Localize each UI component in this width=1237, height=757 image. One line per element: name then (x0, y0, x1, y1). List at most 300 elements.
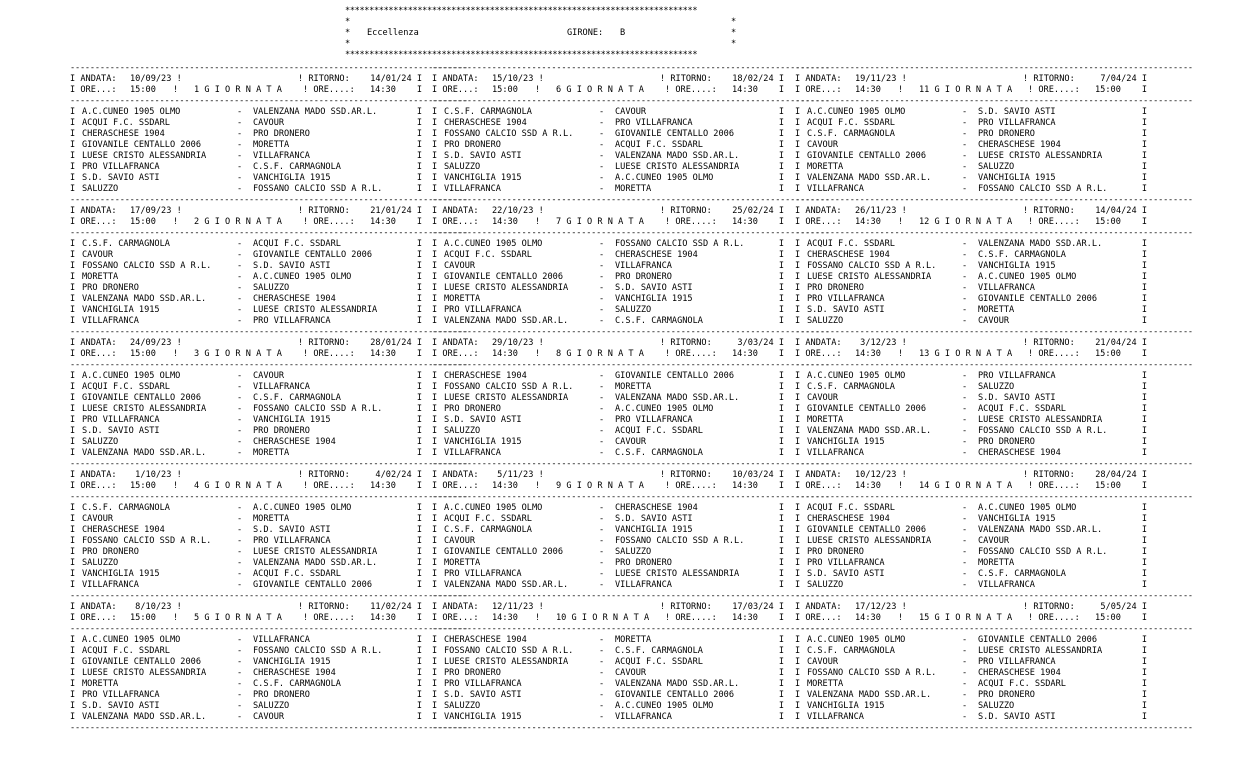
schedule-column (795, 63, 1193, 734)
bar-left: I (795, 393, 801, 403)
separator-rule: -------------------------------------------------------------------------------- (70, 492, 468, 502)
home-team: GIOVANILE CENTALLO 2006 (82, 657, 201, 667)
bar-right: I (778, 657, 784, 667)
match-dash: - (962, 514, 968, 524)
away-team: GIOVANILE CENTALLO 2006 (253, 580, 372, 590)
ore-ritorno-label: ! ORE....: (303, 613, 355, 623)
home-team: S.D. SAVIO ASTI (807, 305, 885, 315)
bar-right: I (778, 679, 784, 689)
away-team: LUESE CRISTO ALESSANDRIA (615, 162, 740, 172)
ore-andata: 15:00 (130, 613, 156, 623)
ore-giornata-row (795, 481, 1147, 492)
home-team: PRO VILLAFRANCA (807, 294, 885, 304)
match-row (432, 129, 784, 140)
home-team: PRO DRONERO (82, 547, 139, 557)
bar-right: I (778, 690, 784, 700)
match-row (795, 404, 1147, 415)
ritorno-date: 4/02/24 I (370, 470, 422, 480)
separator-rule: -------------------------------------------------------------------------------- (70, 327, 468, 337)
home-team: ACQUI F.C. SSDARL (807, 503, 895, 513)
match-row (70, 668, 422, 679)
header-edge-right: * (731, 39, 737, 49)
ore-giornata-row (795, 349, 1147, 360)
separator-rule: -------------------------------------------------------------------------------- (70, 360, 468, 370)
match-dash: - (237, 668, 243, 678)
bar-left: I (70, 184, 76, 194)
bar-right: I (778, 239, 784, 249)
match-dash: - (962, 371, 968, 381)
match-dash: - (599, 173, 605, 183)
home-team: MORETTA (807, 679, 844, 689)
home-team: PRO VILLAFRANCA (82, 415, 160, 425)
match-row (432, 283, 784, 294)
home-team: VALENZANA MADO SSD.AR.L. (82, 448, 207, 458)
bar-right: I (416, 140, 422, 150)
match-row (795, 426, 1147, 437)
bar-right: I (778, 151, 784, 161)
match-row (70, 140, 422, 151)
away-team: S.D. SAVIO ASTI (978, 393, 1056, 403)
bar-left: I (795, 514, 801, 524)
bar-left: I (70, 272, 76, 282)
bang-sep: ! (173, 349, 179, 359)
bar-right: I (778, 393, 784, 403)
bar-right: I (778, 569, 784, 579)
match-row (70, 404, 422, 415)
giornata-block (432, 195, 830, 327)
away-team: VILLAFRANCA (978, 580, 1035, 590)
bar-right: I (416, 646, 422, 656)
ore-giornata-row (795, 85, 1147, 96)
match-dash: - (237, 503, 243, 513)
match-dash: - (599, 580, 605, 590)
bar-left: I (795, 294, 801, 304)
home-team: PRO VILLAFRANCA (807, 558, 885, 568)
away-team: CHERASCHESE 1904 (978, 448, 1061, 458)
away-team: VILLAFRANCA (253, 151, 310, 161)
bang-sep: ! (898, 613, 904, 623)
bar-right: I (1141, 635, 1147, 645)
match-row (70, 558, 422, 569)
match-row (432, 371, 784, 382)
bang-sep: ! (173, 217, 179, 227)
header-title-row (345, 28, 740, 39)
away-team: FOSSANO CALCIO SSD A R.L. (253, 404, 383, 414)
away-team: SALUZZO (615, 547, 652, 557)
away-team: VILLAFRANCA (253, 382, 310, 392)
bar-right: I (416, 217, 422, 227)
match-dash: - (962, 250, 968, 260)
bar-left: I (70, 437, 76, 447)
match-dash: - (962, 162, 968, 172)
match-row (795, 525, 1147, 536)
match-dash: - (962, 437, 968, 447)
bar-right: I (1141, 536, 1147, 546)
ritorno-date: 10/03/24 I (732, 470, 784, 480)
match-row (795, 679, 1147, 690)
away-team: PRO VILLAFRANCA (615, 415, 693, 425)
andata-label: I ANDATA: (70, 602, 117, 612)
match-row (70, 657, 422, 668)
bar-left: I (70, 646, 76, 656)
bar-left: I (432, 690, 438, 700)
match-dash: - (962, 305, 968, 315)
match-row (70, 283, 422, 294)
away-team: MORETTA (615, 184, 652, 194)
match-dash: - (962, 525, 968, 535)
match-dash: - (237, 437, 243, 447)
home-team: VALENZANA MADO SSD.AR.L. (444, 316, 569, 326)
bar-right: I (416, 481, 422, 491)
away-team: VANCHIGLIA 1915 (253, 173, 331, 183)
giornata-title: 3 G I O R N A T A (194, 349, 282, 359)
bar-left: I (432, 107, 438, 117)
bar-left: I (432, 371, 438, 381)
bar-right: I (416, 657, 422, 667)
home-team: CAVOUR (807, 140, 839, 150)
separator-rule: -------------------------------------------------------------------------------- (795, 360, 1193, 370)
home-team: MORETTA (82, 272, 119, 282)
away-team: MORETTA (615, 635, 652, 645)
bar-right: I (778, 635, 784, 645)
bar-left: I (795, 657, 801, 667)
match-dash: - (599, 239, 605, 249)
match-row (795, 151, 1147, 162)
bar-right: I (1141, 448, 1147, 458)
bar-left: I (795, 371, 801, 381)
giornata-title: 10 G I O R N A T A (556, 613, 650, 623)
match-dash: - (962, 580, 968, 590)
andata-label: I ANDATA: (70, 206, 117, 216)
bar-left: I (70, 415, 76, 425)
away-team: A.C.CUNEO 1905 OLMO (978, 503, 1077, 513)
ore-ritorno-label: ! ORE....: (303, 349, 355, 359)
match-row (432, 294, 784, 305)
andata-date: 10/12/23 ! (855, 470, 907, 480)
giornata-title: 1 G I O R N A T A (194, 85, 282, 95)
ore-giornata-row (432, 349, 784, 360)
match-dash: - (599, 261, 605, 271)
match-dash: - (962, 668, 968, 678)
match-dash: - (237, 646, 243, 656)
match-row (432, 569, 784, 580)
match-dash: - (599, 547, 605, 557)
ritorno-date: 17/03/24 I (732, 602, 784, 612)
separator-rule: -------------------------------------------------------------------------------- (795, 459, 1193, 469)
match-dash: - (237, 690, 243, 700)
match-dash: - (962, 569, 968, 579)
home-team: VANCHIGLIA 1915 (444, 437, 522, 447)
match-row (795, 162, 1147, 173)
home-team: A.C.CUNEO 1905 OLMO (444, 239, 543, 249)
match-dash: - (599, 371, 605, 381)
bar-left: I (795, 712, 801, 722)
home-team: VALENZANA MADO SSD.AR.L. (444, 580, 569, 590)
bar-right: I (778, 371, 784, 381)
bar-left: I (70, 283, 76, 293)
bar-left: I (432, 569, 438, 579)
home-team: CHERASCHESE 1904 (82, 129, 165, 139)
away-team: GIOVANILE CENTALLO 2006 (615, 371, 734, 381)
match-dash: - (599, 250, 605, 260)
bar-left: I (432, 140, 438, 150)
ritorno-label: ! RITORNO: (298, 470, 350, 480)
bang-sep: ! (898, 481, 904, 491)
match-dash: - (599, 558, 605, 568)
match-row (70, 184, 422, 195)
bang-sep: ! (535, 217, 541, 227)
match-dash: - (962, 679, 968, 689)
bar-left: I (795, 547, 801, 557)
match-dash: - (962, 151, 968, 161)
andata-label: I ANDATA: (795, 74, 842, 84)
away-team: A.C.CUNEO 1905 OLMO (253, 503, 352, 513)
andata-ritorno-row (432, 338, 784, 349)
separator-rule: -------------------------------------------------------------------------------- (795, 96, 1193, 106)
bar-right: I (1141, 481, 1147, 491)
ore-andata: 14:30 (855, 349, 881, 359)
bar-right: I (1141, 437, 1147, 447)
bang-sep: ! (535, 613, 541, 623)
match-row (432, 690, 784, 701)
bar-left: I (795, 162, 801, 172)
bar-left: I (432, 415, 438, 425)
match-row (432, 162, 784, 173)
ore-giornata-row (795, 613, 1147, 624)
match-dash: - (237, 415, 243, 425)
bar-right: I (1141, 382, 1147, 392)
ritorno-label: ! RITORNO: (1023, 206, 1075, 216)
match-dash: - (237, 107, 243, 117)
match-dash: - (237, 118, 243, 128)
home-team: ACQUI F.C. SSDARL (82, 646, 170, 656)
match-dash: - (599, 701, 605, 711)
andata-date: 22/10/23 ! (492, 206, 544, 216)
bar-left: I (70, 657, 76, 667)
away-team: LUESE CRISTO ALESSANDRIA (978, 415, 1103, 425)
match-dash: - (237, 569, 243, 579)
bar-right: I (1141, 580, 1147, 590)
bar-right: I (778, 536, 784, 546)
match-row (795, 184, 1147, 195)
bar-right: I (778, 448, 784, 458)
match-dash: - (237, 382, 243, 392)
match-row (795, 129, 1147, 140)
match-row (70, 294, 422, 305)
home-team: C.S.F. CARMAGNOLA (444, 525, 532, 535)
andata-ritorno-row (432, 74, 784, 85)
match-row (432, 426, 784, 437)
match-row (70, 437, 422, 448)
match-row (432, 305, 784, 316)
home-team: LUESE CRISTO ALESSANDRIA (82, 668, 207, 678)
bar-right: I (416, 239, 422, 249)
home-team: VILLAFRANCA (444, 184, 501, 194)
bar-right: I (778, 437, 784, 447)
bar-right: I (416, 404, 422, 414)
home-team: S.D. SAVIO ASTI (807, 569, 885, 579)
match-row (795, 140, 1147, 151)
andata-ritorno-row (795, 602, 1147, 613)
bang-sep: ! (173, 613, 179, 623)
home-team: GIOVANILE CENTALLO 2006 (444, 272, 563, 282)
away-team: MORETTA (253, 514, 290, 524)
ritorno-label: ! RITORNO: (660, 206, 712, 216)
away-team: GIOVANILE CENTALLO 2006 (615, 690, 734, 700)
ritorno-label: ! RITORNO: (298, 206, 350, 216)
away-team: LUESE CRISTO ALESSANDRIA (978, 646, 1103, 656)
bang-sep: ! (535, 85, 541, 95)
ore-ritorno: 15:00 (1095, 217, 1121, 227)
home-team: S.D. SAVIO ASTI (82, 701, 160, 711)
home-team: VANCHIGLIA 1915 (82, 569, 160, 579)
match-row (795, 503, 1147, 514)
away-team: C.S.F. CARMAGNOLA (978, 250, 1066, 260)
match-dash: - (599, 448, 605, 458)
home-team: ACQUI F.C. SSDARL (444, 250, 532, 260)
match-row (432, 635, 784, 646)
bar-right: I (1141, 613, 1147, 623)
bar-right: I (416, 514, 422, 524)
separator-rule: -------------------------------------------------------------------------------- (432, 228, 830, 238)
ore-label: I ORE...: (795, 613, 842, 623)
bar-left: I (70, 393, 76, 403)
home-team: ACQUI F.C. SSDARL (82, 118, 170, 128)
ritorno-date: 11/02/24 I (370, 602, 422, 612)
bar-left: I (795, 437, 801, 447)
bar-right: I (778, 701, 784, 711)
away-team: MORETTA (978, 558, 1015, 568)
match-row (70, 679, 422, 690)
bar-right: I (778, 261, 784, 271)
match-dash: - (237, 261, 243, 271)
competition-name: Eccellenza (367, 28, 419, 38)
bar-left: I (70, 536, 76, 546)
home-team: CAVOUR (807, 393, 839, 403)
ritorno-date: 3/03/24 I (732, 338, 784, 348)
bar-left: I (795, 668, 801, 678)
away-team: C.S.F. CARMAGNOLA (615, 646, 703, 656)
away-team: FOSSANO CALCIO SSD A R.L. (978, 184, 1108, 194)
match-row (432, 272, 784, 283)
bar-right: I (416, 690, 422, 700)
separator-rule: -------------------------------------------------------------------------------- (432, 591, 830, 601)
ore-giornata-row (70, 349, 422, 360)
bar-right: I (1141, 162, 1147, 172)
home-team: LUESE CRISTO ALESSANDRIA (807, 536, 932, 546)
schedule-column (432, 63, 830, 734)
away-team: GIOVANILE CENTALLO 2006 (615, 129, 734, 139)
match-dash: - (599, 690, 605, 700)
giornata-block (432, 459, 830, 591)
home-team: LUESE CRISTO ALESSANDRIA (807, 272, 932, 282)
bar-right: I (416, 426, 422, 436)
bar-right: I (1141, 140, 1147, 150)
match-row (432, 701, 784, 712)
bar-left: I (70, 448, 76, 458)
match-row (432, 437, 784, 448)
andata-label: I ANDATA: (70, 74, 117, 84)
away-team: GIOVANILE CENTALLO 2006 (253, 250, 372, 260)
ore-label: I ORE...: (70, 349, 117, 359)
match-dash: - (599, 679, 605, 689)
separator-rule: -------------------------------------------------------------------------------- (432, 492, 830, 502)
bar-left: I (70, 239, 76, 249)
match-dash: - (237, 404, 243, 414)
away-team: SALUZZO (978, 701, 1015, 711)
bar-right: I (1141, 294, 1147, 304)
giornata-title: 8 G I O R N A T A (556, 349, 644, 359)
ore-ritorno-label: ! ORE....: (1028, 481, 1080, 491)
home-team: MORETTA (807, 162, 844, 172)
ritorno-date: 21/04/24 I (1095, 338, 1147, 348)
match-row (795, 580, 1147, 591)
bar-left: I (70, 525, 76, 535)
bar-right: I (778, 184, 784, 194)
ore-label: I ORE...: (795, 349, 842, 359)
away-team: PRO DRONERO (253, 129, 310, 139)
away-team: FOSSANO CALCIO SSD A R.L. (253, 184, 383, 194)
bar-left: I (70, 294, 76, 304)
ore-label: I ORE...: (70, 217, 117, 227)
match-row (70, 701, 422, 712)
home-team: A.C.CUNEO 1905 OLMO (807, 635, 906, 645)
bar-right: I (416, 503, 422, 513)
bar-left: I (432, 272, 438, 282)
bar-left: I (70, 547, 76, 557)
match-row (432, 250, 784, 261)
ritorno-date: 14/04/24 I (1095, 206, 1147, 216)
bar-left: I (432, 448, 438, 458)
match-row (795, 646, 1147, 657)
away-team: LUESE CRISTO ALESSANDRIA (615, 569, 740, 579)
home-team: CAVOUR (807, 657, 839, 667)
home-team: CHERASCHESE 1904 (807, 250, 890, 260)
match-dash: - (237, 558, 243, 568)
ritorno-label: ! RITORNO: (660, 602, 712, 612)
match-row (432, 646, 784, 657)
girone-value: B (620, 28, 626, 38)
match-row (432, 536, 784, 547)
bar-left: I (70, 701, 76, 711)
away-team: LUESE CRISTO ALESSANDRIA (978, 151, 1103, 161)
ore-label: I ORE...: (795, 217, 842, 227)
andata-ritorno-row (432, 206, 784, 217)
bar-right: I (1141, 569, 1147, 579)
bar-left: I (70, 679, 76, 689)
bar-left: I (432, 173, 438, 183)
andata-label: I ANDATA: (795, 602, 842, 612)
match-row (70, 415, 422, 426)
home-team: MORETTA (444, 558, 481, 568)
match-dash: - (599, 393, 605, 403)
home-team: S.D. SAVIO ASTI (444, 151, 522, 161)
bar-right: I (1141, 426, 1147, 436)
home-team: A.C.CUNEO 1905 OLMO (82, 635, 181, 645)
away-team: C.S.F. CARMAGNOLA (615, 316, 703, 326)
andata-ritorno-row (795, 74, 1147, 85)
match-dash: - (599, 118, 605, 128)
bar-right: I (416, 85, 422, 95)
away-team: FOSSANO CALCIO SSD A R.L. (253, 646, 383, 656)
separator-rule: -------------------------------------------------------------------------------- (432, 624, 830, 634)
away-team: S.D. SAVIO ASTI (615, 283, 693, 293)
bar-right: I (416, 118, 422, 128)
bar-left: I (70, 305, 76, 315)
away-team: PRO VILLAFRANCA (978, 657, 1056, 667)
bar-right: I (416, 613, 422, 623)
home-team: C.S.F. CARMAGNOLA (82, 239, 170, 249)
